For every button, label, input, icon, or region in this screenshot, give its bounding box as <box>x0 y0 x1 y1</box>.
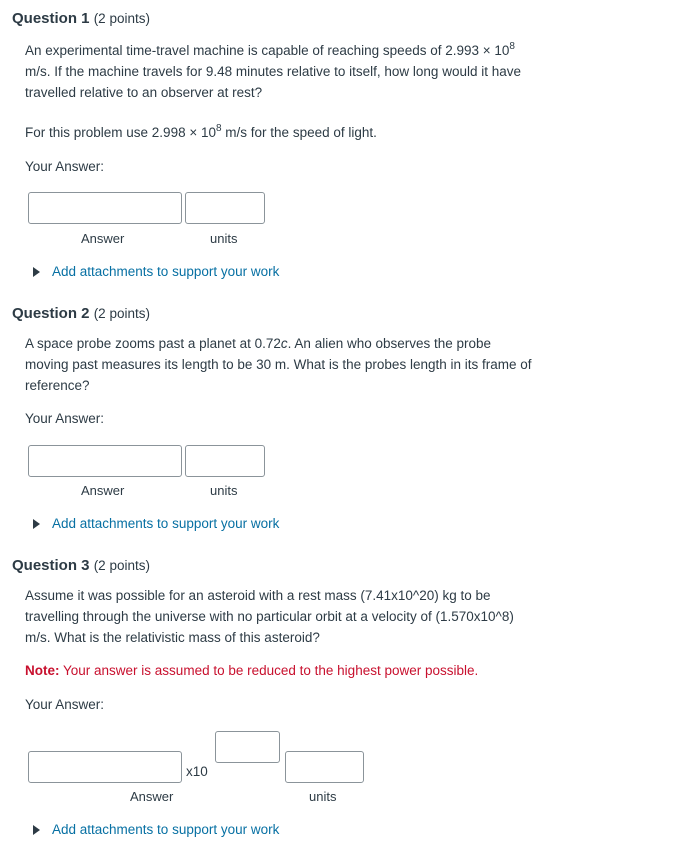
q2-your-answer-label: Your Answer: <box>25 411 105 426</box>
q1-add-attachments-label: Add attachments to support your work <box>52 264 280 279</box>
question-2-points: (2 points) <box>93 306 150 321</box>
q3-your-answer-label: Your Answer: <box>25 697 105 712</box>
q1-hint-pre: For this problem use 2.998 × 10 <box>25 125 216 140</box>
q2-text-line-1-end: . An alien who observes the probe <box>287 336 492 351</box>
expand-triangle-icon <box>33 519 40 529</box>
q1-text-line-2: m/s. If the machine travels for 9.48 minutes relative to itself, how long would it have <box>25 64 521 79</box>
q3-text-line-2: travelling through the universe with no particular orbit at a velocity of (1.570x10^8) <box>25 609 514 624</box>
question-2-text <box>25 333 665 396</box>
question-1-hint <box>25 122 377 143</box>
q3-add-attachments-link[interactable] <box>33 822 279 837</box>
q1-text-line-3: travelled relative to an observer at rest? <box>25 85 263 100</box>
question-1-points: (2 points) <box>93 11 150 26</box>
q1-units-input[interactable] <box>185 192 265 224</box>
q1-exponent-1: 8 <box>509 41 515 52</box>
q3-note-label: Note: <box>25 663 60 678</box>
question-2-label: Question 2 <box>12 305 90 322</box>
question-3-text <box>25 585 665 648</box>
question-3-title <box>12 557 150 574</box>
q1-your-answer-label: Your Answer: <box>25 159 105 174</box>
q1-answer-input[interactable] <box>28 192 182 224</box>
q2-add-attachments-label: Add attachments to support your work <box>52 516 280 531</box>
q2-units-caption: units <box>210 483 238 498</box>
q2-add-attachments-link[interactable] <box>33 516 279 531</box>
expand-triangle-icon <box>33 825 40 835</box>
question-1-text <box>25 40 665 103</box>
question-1-label: Question 1 <box>12 10 90 27</box>
question-3-label: Question 3 <box>12 557 90 574</box>
q2-text-line-1: A space probe zooms past a planet at 0.72 <box>25 336 281 351</box>
q3-units-input[interactable] <box>285 751 364 783</box>
q3-add-attachments-label: Add attachments to support your work <box>52 822 280 837</box>
q3-units-caption: units <box>309 789 337 804</box>
q3-text-line-3: m/s. What is the relativistic mass of this asteroid? <box>25 630 320 645</box>
q1-add-attachments-link[interactable] <box>33 264 279 279</box>
q2-units-input[interactable] <box>185 445 265 477</box>
question-2-title <box>12 305 150 322</box>
q3-note-text: Your answer is assumed to be reduced to the highest power possible. <box>59 663 479 678</box>
question-3-points: (2 points) <box>93 558 150 573</box>
q1-answer-caption: Answer <box>81 231 125 246</box>
q3-times-ten-label: x10 <box>186 764 208 779</box>
q2-answer-input[interactable] <box>28 445 182 477</box>
q2-speed-of-light-symbol: c <box>280 336 288 351</box>
q3-exponent-input[interactable] <box>215 731 280 763</box>
q3-answer-input[interactable] <box>28 751 182 783</box>
expand-triangle-icon <box>33 267 40 277</box>
question-1-title <box>12 10 150 27</box>
q2-text-line-2: moving past measures its length to be 30 m. What is the probes length in its frame of <box>25 357 532 372</box>
q3-answer-caption: Answer <box>130 789 174 804</box>
q1-units-caption: units <box>210 231 238 246</box>
q1-text-line-1: An experimental time-travel machine is capable of reaching speeds of 2.993 × 10 <box>25 43 510 58</box>
q1-hint-post: m/s for the speed of light. <box>221 125 377 140</box>
q3-text-line-1: Assume it was possible for an asteroid with a rest mass (7.41x10^20) kg to be <box>25 588 491 603</box>
q2-answer-caption: Answer <box>81 483 125 498</box>
q1-hint-exponent: 8 <box>215 123 222 134</box>
q3-note <box>25 663 478 678</box>
q2-text-line-3: reference? <box>25 378 90 393</box>
